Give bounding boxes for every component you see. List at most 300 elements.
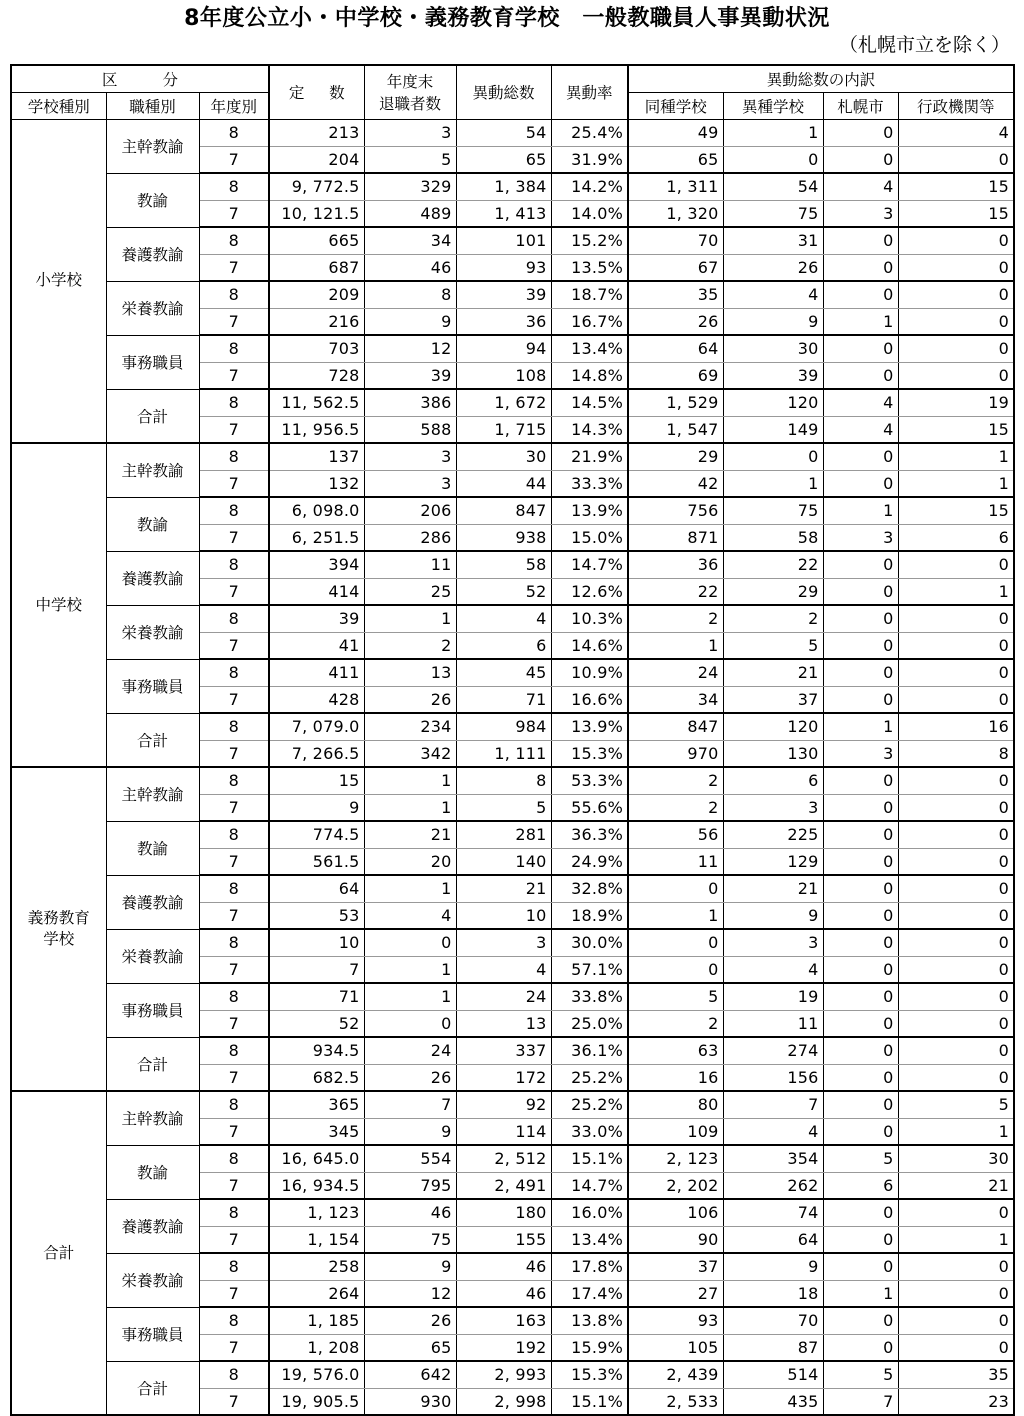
cell-same-type-school: 2 [628,605,723,632]
cell-transfer-rate: 17.8% [551,1253,628,1280]
cell-sapporo: 0 [823,902,898,929]
cell-year: 8 [199,821,269,848]
cell-total-transfers: 1, 111 [456,740,551,767]
cell-year: 7 [199,1064,269,1091]
cell-sapporo: 0 [823,848,898,875]
cell-diff-type-school: 22 [723,551,823,578]
cell-sapporo: 1 [823,308,898,335]
cell-transfer-rate: 36.3% [551,821,628,848]
cell-teisuu: 1, 123 [269,1199,364,1226]
cell-admin-org: 0 [898,794,1014,821]
cell-admin-org: 0 [898,848,1014,875]
cell-same-type-school: 871 [628,524,723,551]
cell-total-transfers: 65 [456,146,551,173]
cell-transfer-rate: 30.0% [551,929,628,956]
header-job-type: 職種別 [106,92,199,119]
table-row [11,1145,1014,1172]
cell-teisuu: 6, 251.5 [269,524,364,551]
cell-total-transfers: 172 [456,1064,551,1091]
cell-admin-org: 0 [898,767,1014,794]
cell-transfer-rate: 15.1% [551,1388,628,1415]
cell-teisuu: 53 [269,902,364,929]
cell-year: 7 [199,1118,269,1145]
cell-year: 7 [199,956,269,983]
cell-diff-type-school: 9 [723,308,823,335]
cell-diff-type-school: 156 [723,1064,823,1091]
cell-sapporo: 0 [823,1199,898,1226]
cell-transfer-rate: 14.5% [551,389,628,416]
cell-teisuu: 264 [269,1280,364,1307]
cell-retirees: 21 [364,821,456,848]
table-row [11,1199,1014,1226]
cell-job-type: 養護教諭 [106,227,199,281]
cell-job-type: 栄養教諭 [106,929,199,983]
cell-retirees: 13 [364,659,456,686]
cell-total-transfers: 938 [456,524,551,551]
cell-retirees: 0 [364,929,456,956]
cell-year: 8 [199,551,269,578]
cell-diff-type-school: 120 [723,389,823,416]
header-same-type-school: 同種学校 [628,92,723,119]
cell-job-type: 養護教諭 [106,1199,199,1253]
cell-same-type-school: 0 [628,875,723,902]
cell-admin-org: 0 [898,821,1014,848]
cell-sapporo: 0 [823,1307,898,1334]
cell-teisuu: 687 [269,254,364,281]
cell-total-transfers: 2, 998 [456,1388,551,1415]
cell-total-transfers: 3 [456,929,551,956]
cell-sapporo: 0 [823,443,898,470]
cell-job-type: 合計 [106,1037,199,1091]
cell-same-type-school: 26 [628,308,723,335]
table-row [11,1091,1014,1118]
table-row [11,497,1014,524]
cell-sapporo: 0 [823,767,898,794]
cell-same-type-school: 56 [628,821,723,848]
cell-same-type-school: 2, 533 [628,1388,723,1415]
cell-admin-org: 1 [898,1226,1014,1253]
cell-total-transfers: 46 [456,1253,551,1280]
table-row [11,227,1014,254]
cell-year: 7 [199,1172,269,1199]
cell-transfer-rate: 18.9% [551,902,628,929]
cell-transfer-rate: 25.2% [551,1064,628,1091]
cell-same-type-school: 105 [628,1334,723,1361]
cell-admin-org: 0 [898,686,1014,713]
table-row [11,983,1014,1010]
table-row [11,605,1014,632]
cell-year: 8 [199,1037,269,1064]
cell-diff-type-school: 7 [723,1091,823,1118]
cell-transfer-rate: 15.2% [551,227,628,254]
cell-admin-org: 0 [898,632,1014,659]
cell-diff-type-school: 3 [723,929,823,956]
cell-job-type: 教諭 [106,497,199,551]
cell-transfer-rate: 25.2% [551,1091,628,1118]
cell-diff-type-school: 0 [723,443,823,470]
cell-admin-org: 0 [898,1253,1014,1280]
cell-same-type-school: 80 [628,1091,723,1118]
cell-year: 8 [199,767,269,794]
cell-retirees: 642 [364,1361,456,1388]
cell-transfer-rate: 21.9% [551,443,628,470]
cell-same-type-school: 36 [628,551,723,578]
cell-sapporo: 0 [823,227,898,254]
cell-total-transfers: 46 [456,1280,551,1307]
cell-transfer-rate: 14.0% [551,200,628,227]
table-row [11,281,1014,308]
cell-admin-org: 35 [898,1361,1014,1388]
cell-same-type-school: 1, 320 [628,200,723,227]
cell-teisuu: 703 [269,335,364,362]
cell-retirees: 34 [364,227,456,254]
header-diff-type-school: 異種学校 [723,92,823,119]
cell-transfer-rate: 13.9% [551,713,628,740]
cell-sapporo: 3 [823,200,898,227]
cell-total-transfers: 984 [456,713,551,740]
cell-admin-org: 0 [898,902,1014,929]
cell-same-type-school: 65 [628,146,723,173]
cell-admin-org: 23 [898,1388,1014,1415]
header-teisuu: 定 数 [269,65,364,119]
cell-transfer-rate: 53.3% [551,767,628,794]
cell-teisuu: 345 [269,1118,364,1145]
cell-same-type-school: 70 [628,227,723,254]
cell-admin-org: 0 [898,1334,1014,1361]
cell-year: 8 [199,713,269,740]
cell-teisuu: 213 [269,119,364,146]
cell-year: 7 [199,686,269,713]
cell-retirees: 24 [364,1037,456,1064]
cell-transfer-rate: 32.8% [551,875,628,902]
cell-same-type-school: 37 [628,1253,723,1280]
cell-year: 7 [199,578,269,605]
cell-same-type-school: 49 [628,119,723,146]
cell-retirees: 206 [364,497,456,524]
cell-year: 7 [199,416,269,443]
table-row [11,389,1014,416]
cell-diff-type-school: 21 [723,659,823,686]
cell-same-type-school: 69 [628,362,723,389]
cell-admin-org: 15 [898,200,1014,227]
header-retirees [364,65,456,119]
cell-teisuu: 11, 562.5 [269,389,364,416]
cell-total-transfers: 2, 993 [456,1361,551,1388]
cell-transfer-rate: 15.3% [551,740,628,767]
header-admin-org: 行政機関等 [898,92,1014,119]
cell-year: 7 [199,740,269,767]
cell-diff-type-school: 514 [723,1361,823,1388]
cell-transfer-rate: 15.1% [551,1145,628,1172]
cell-same-type-school: 1, 311 [628,173,723,200]
cell-transfer-rate: 17.4% [551,1280,628,1307]
cell-year: 7 [199,1280,269,1307]
cell-year: 7 [199,524,269,551]
cell-retirees: 9 [364,1253,456,1280]
cell-job-type: 栄養教諭 [106,281,199,335]
cell-admin-org: 0 [898,308,1014,335]
table-header [11,65,1014,119]
cell-job-type: 教諭 [106,1145,199,1199]
cell-retirees: 286 [364,524,456,551]
cell-year: 8 [199,659,269,686]
cell-admin-org: 0 [898,659,1014,686]
cell-job-type: 主幹教諭 [106,119,199,173]
cell-total-transfers: 281 [456,821,551,848]
cell-job-type: 栄養教諭 [106,605,199,659]
cell-sapporo: 6 [823,1172,898,1199]
cell-admin-org: 0 [898,1307,1014,1334]
cell-transfer-rate: 12.6% [551,578,628,605]
cell-total-transfers: 1, 672 [456,389,551,416]
cell-same-type-school: 847 [628,713,723,740]
cell-diff-type-school: 130 [723,740,823,767]
cell-admin-org: 8 [898,740,1014,767]
cell-transfer-rate: 15.9% [551,1334,628,1361]
cell-sapporo: 1 [823,713,898,740]
cell-total-transfers: 847 [456,497,551,524]
cell-school-type [11,443,106,767]
cell-job-type: 主幹教諭 [106,1091,199,1145]
cell-admin-org: 5 [898,1091,1014,1118]
cell-diff-type-school: 6 [723,767,823,794]
cell-transfer-rate: 14.8% [551,362,628,389]
cell-retirees: 1 [364,983,456,1010]
cell-admin-org: 0 [898,146,1014,173]
cell-total-transfers: 4 [456,605,551,632]
cell-same-type-school: 24 [628,659,723,686]
header-sapporo: 札幌市 [823,92,898,119]
cell-total-transfers: 4 [456,956,551,983]
cell-diff-type-school: 129 [723,848,823,875]
cell-transfer-rate: 36.1% [551,1037,628,1064]
cell-teisuu: 665 [269,227,364,254]
cell-retirees: 25 [364,578,456,605]
cell-same-type-school: 2 [628,1010,723,1037]
cell-retirees: 46 [364,1199,456,1226]
cell-teisuu: 204 [269,146,364,173]
cell-transfer-rate: 14.3% [551,416,628,443]
cell-transfer-rate: 33.3% [551,470,628,497]
cell-transfer-rate: 16.7% [551,308,628,335]
cell-sapporo: 0 [823,605,898,632]
cell-year: 7 [199,200,269,227]
cell-transfer-rate: 10.3% [551,605,628,632]
cell-sapporo: 7 [823,1388,898,1415]
cell-total-transfers: 71 [456,686,551,713]
cell-teisuu: 934.5 [269,1037,364,1064]
cell-diff-type-school: 58 [723,524,823,551]
cell-year: 8 [199,605,269,632]
cell-teisuu: 1, 185 [269,1307,364,1334]
cell-job-type: 事務職員 [106,659,199,713]
cell-job-type: 主幹教諭 [106,767,199,821]
cell-sapporo: 0 [823,1010,898,1037]
cell-admin-org: 0 [898,335,1014,362]
cell-teisuu: 209 [269,281,364,308]
cell-transfer-rate: 33.0% [551,1118,628,1145]
cell-total-transfers: 30 [456,443,551,470]
cell-admin-org: 6 [898,524,1014,551]
cell-same-type-school: 106 [628,1199,723,1226]
header-retirees-line2: 退職者数 [378,95,441,114]
cell-same-type-school: 27 [628,1280,723,1307]
cell-retirees: 9 [364,1118,456,1145]
cell-teisuu: 19, 905.5 [269,1388,364,1415]
cell-same-type-school: 22 [628,578,723,605]
cell-sapporo: 1 [823,497,898,524]
cell-diff-type-school: 262 [723,1172,823,1199]
cell-sapporo: 0 [823,821,898,848]
cell-diff-type-school: 4 [723,1118,823,1145]
cell-admin-org: 0 [898,1280,1014,1307]
cell-total-transfers: 180 [456,1199,551,1226]
cell-sapporo: 4 [823,389,898,416]
table-row [11,1307,1014,1334]
cell-sapporo: 0 [823,1091,898,1118]
cell-sapporo: 0 [823,578,898,605]
cell-same-type-school: 29 [628,443,723,470]
title-block [0,0,1024,56]
cell-total-transfers: 58 [456,551,551,578]
cell-year: 7 [199,1226,269,1253]
cell-retirees: 65 [364,1334,456,1361]
table-row [11,659,1014,686]
cell-year: 7 [199,362,269,389]
cell-diff-type-school: 75 [723,200,823,227]
cell-year: 8 [199,281,269,308]
cell-same-type-school: 2, 123 [628,1145,723,1172]
cell-retirees: 554 [364,1145,456,1172]
cell-diff-type-school: 39 [723,362,823,389]
cell-year: 7 [199,1388,269,1415]
cell-retirees: 46 [364,254,456,281]
table-row [11,1037,1014,1064]
cell-total-transfers: 1, 413 [456,200,551,227]
cell-sapporo: 0 [823,281,898,308]
cell-admin-org: 4 [898,119,1014,146]
cell-transfer-rate: 15.0% [551,524,628,551]
cell-transfer-rate: 14.7% [551,1172,628,1199]
cell-school-type [11,767,106,1091]
cell-sapporo: 3 [823,740,898,767]
header-group-breakdown: 異動総数の内訳 [628,65,1014,92]
cell-admin-org: 0 [898,983,1014,1010]
cell-transfer-rate: 15.3% [551,1361,628,1388]
cell-diff-type-school: 74 [723,1199,823,1226]
cell-diff-type-school: 2 [723,605,823,632]
cell-job-type: 栄養教諭 [106,1253,199,1307]
cell-sapporo: 0 [823,362,898,389]
cell-job-type: 主幹教諭 [106,443,199,497]
cell-retirees: 26 [364,1064,456,1091]
cell-diff-type-school: 354 [723,1145,823,1172]
cell-same-type-school: 1, 529 [628,389,723,416]
cell-sapporo: 0 [823,686,898,713]
cell-admin-org: 19 [898,389,1014,416]
cell-same-type-school: 1 [628,632,723,659]
cell-job-type: 合計 [106,713,199,767]
cell-admin-org: 0 [898,875,1014,902]
cell-same-type-school: 16 [628,1064,723,1091]
cell-year: 8 [199,983,269,1010]
cell-transfer-rate: 13.8% [551,1307,628,1334]
cell-same-type-school: 35 [628,281,723,308]
cell-retirees: 9 [364,308,456,335]
header-transfer-rate: 異動率 [551,65,628,119]
cell-retirees: 1 [364,767,456,794]
cell-year: 8 [199,1145,269,1172]
cell-same-type-school: 2 [628,794,723,821]
cell-sapporo: 1 [823,1280,898,1307]
cell-diff-type-school: 3 [723,794,823,821]
cell-year: 8 [199,1307,269,1334]
cell-sapporo: 0 [823,470,898,497]
cell-retirees: 12 [364,1280,456,1307]
cell-year: 8 [199,497,269,524]
cell-retirees: 2 [364,632,456,659]
page-title: 8年度公立小・中学校・義務教育学校 一般教職員人事異動状況 [184,6,830,31]
cell-sapporo: 0 [823,254,898,281]
cell-teisuu: 428 [269,686,364,713]
cell-sapporo: 0 [823,983,898,1010]
cell-admin-org: 0 [898,605,1014,632]
table-row [11,173,1014,200]
cell-same-type-school: 756 [628,497,723,524]
cell-year: 8 [199,227,269,254]
school-type-line: 学校 [43,930,75,949]
cell-retirees: 5 [364,146,456,173]
cell-job-type: 合計 [106,389,199,443]
cell-year: 7 [199,254,269,281]
cell-sapporo: 4 [823,173,898,200]
cell-teisuu: 10, 121.5 [269,200,364,227]
cell-teisuu: 216 [269,308,364,335]
cell-transfer-rate: 14.2% [551,173,628,200]
cell-teisuu: 11, 956.5 [269,416,364,443]
cell-retirees: 26 [364,686,456,713]
cell-same-type-school: 34 [628,686,723,713]
cell-same-type-school: 1, 547 [628,416,723,443]
cell-teisuu: 9 [269,794,364,821]
cell-total-transfers: 108 [456,362,551,389]
cell-diff-type-school: 18 [723,1280,823,1307]
cell-sapporo: 0 [823,119,898,146]
cell-diff-type-school: 21 [723,875,823,902]
cell-teisuu: 394 [269,551,364,578]
table-row [11,821,1014,848]
cell-year: 7 [199,632,269,659]
cell-total-transfers: 52 [456,578,551,605]
cell-diff-type-school: 37 [723,686,823,713]
cell-transfer-rate: 18.7% [551,281,628,308]
cell-teisuu: 728 [269,362,364,389]
cell-teisuu: 71 [269,983,364,1010]
cell-diff-type-school: 87 [723,1334,823,1361]
cell-retirees: 329 [364,173,456,200]
header-retirees-line1: 年度末 [386,73,434,92]
cell-teisuu: 774.5 [269,821,364,848]
cell-same-type-school: 2, 202 [628,1172,723,1199]
cell-teisuu: 10 [269,929,364,956]
cell-sapporo: 0 [823,794,898,821]
cell-diff-type-school: 4 [723,956,823,983]
cell-diff-type-school: 9 [723,902,823,929]
table-row [11,551,1014,578]
cell-transfer-rate: 55.6% [551,794,628,821]
cell-sapporo: 0 [823,1226,898,1253]
cell-teisuu: 258 [269,1253,364,1280]
